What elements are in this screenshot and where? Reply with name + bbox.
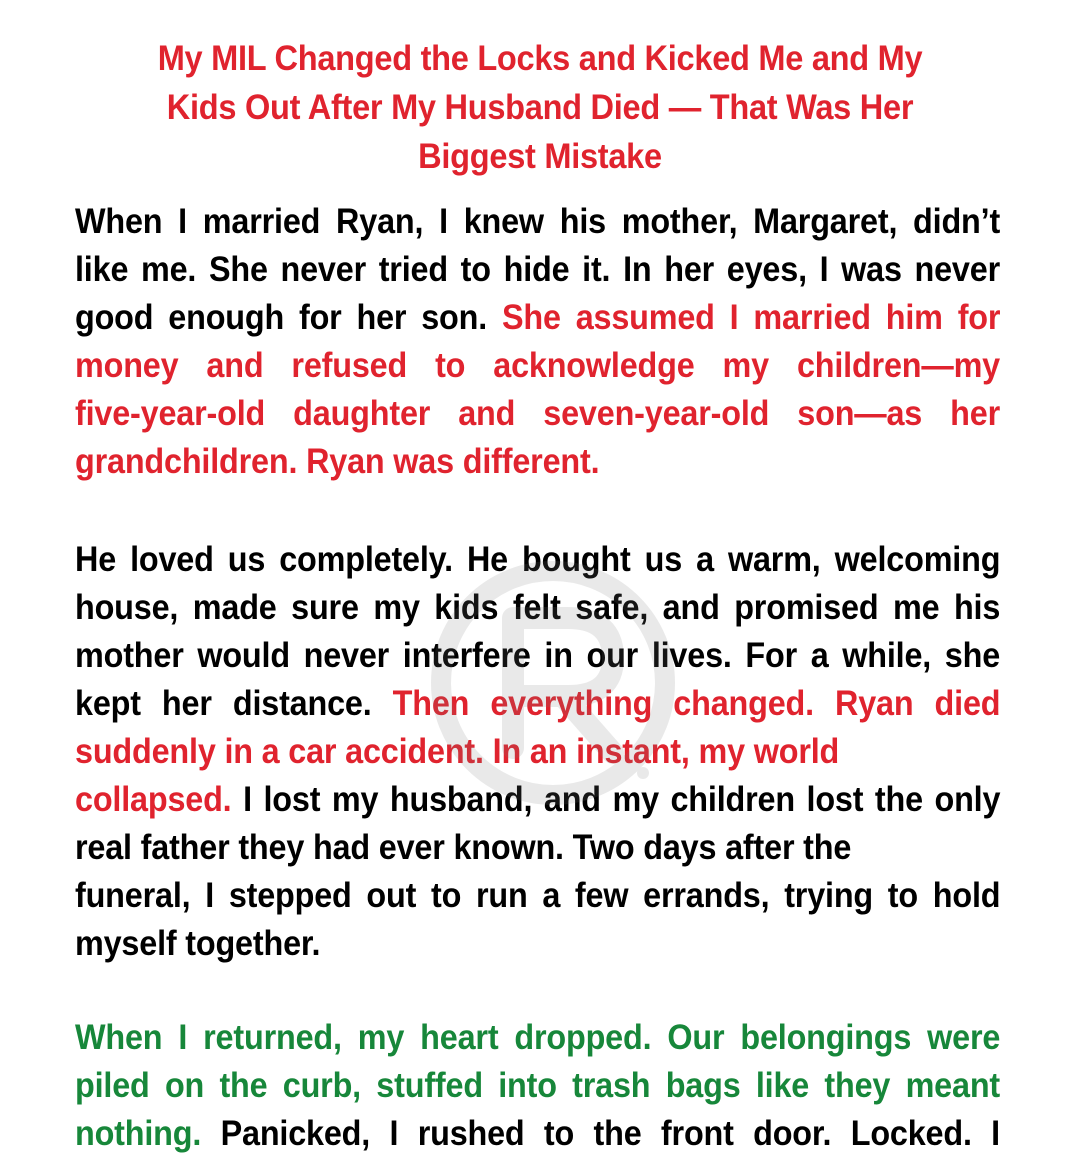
- p2-line-3: mother would never interfere in our lives. For a while, she: [75, 636, 1001, 675]
- p2-line-6: [75, 776, 1000, 824]
- p2-line-1: He loved us completely. He bought us a warm, welcoming: [75, 540, 1001, 579]
- title-line-3: Biggest Mistake: [418, 137, 662, 176]
- p3-line-3: [75, 1110, 1000, 1158]
- p3-line-3-green: nothing.: [75, 1114, 202, 1153]
- p2-line-7: real father they had ever known. Two days after the: [75, 828, 852, 867]
- p1-line-5: five-year-old daughter and seven-year-old son—as her: [75, 394, 1000, 433]
- p1-line-3-black: good enough for her son.: [75, 298, 488, 337]
- p1-line-3: [75, 294, 1000, 342]
- p2-line-9: myself together.: [75, 924, 321, 963]
- p2-line-4-red: Then everything changed. Ryan died: [392, 684, 1001, 723]
- p1-line-2: like me. She never tried to hide it. In her eyes, I was never: [75, 250, 1000, 289]
- p2-line-6-black: I lost my husband, and my children lost the only: [243, 780, 1001, 819]
- title-line-2: Kids Out After My Husband Died — That Was Her: [166, 88, 914, 127]
- p3-line-3-black: Panicked, I rushed to the front door. Locked. I: [220, 1114, 1001, 1153]
- p3-line-1: When I returned, my heart dropped. Our belongings were: [75, 1018, 1001, 1057]
- p1-line-6: grandchildren. Ryan was different.: [75, 442, 600, 481]
- p1-line-3-red: She assumed I married him for: [501, 298, 1001, 337]
- p1-line-1: When I married Ryan, I knew his mother, Margaret, didn’t: [75, 202, 1001, 241]
- p2-line-8: funeral, I stepped out to run a few errands, trying to hold: [75, 876, 1001, 915]
- p1-line-4: money and refused to acknowledge my children—my: [75, 346, 1000, 385]
- p2-line-5: suddenly in a car accident. In an instant, my world: [75, 732, 840, 771]
- p2-line-2: house, made sure my kids felt safe, and promised me his: [75, 588, 1001, 627]
- title-line-1: My MIL Changed the Locks and Kicked Me and My: [157, 39, 923, 78]
- story-title: [122, 34, 959, 181]
- paragraph-3: [75, 1014, 1000, 1158]
- paragraph-1: [75, 198, 1000, 486]
- p2-line-4: [75, 680, 1000, 728]
- paragraph-2: [75, 536, 1000, 968]
- p3-line-2: piled on the curb, stuffed into trash bags like they meant: [75, 1066, 1000, 1105]
- p2-line-6-red: collapsed.: [75, 780, 232, 819]
- p2-line-4-black: kept her distance.: [75, 684, 372, 723]
